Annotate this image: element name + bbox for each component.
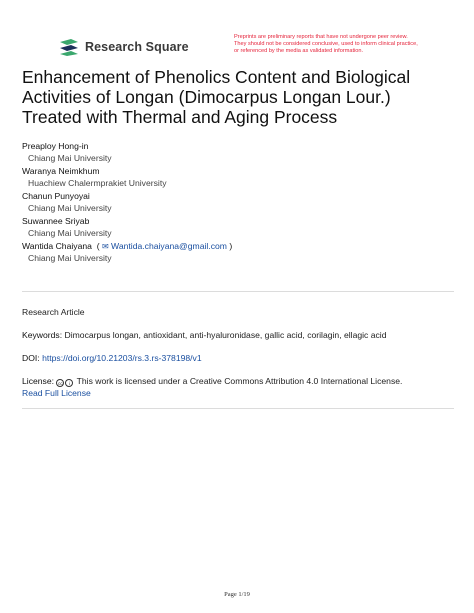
article-title: Enhancement of Phenolics Content and Biological Activities of Longan (Dimocarpus Longan Lour.) Treated with Thermal and Aging Process: [22, 67, 411, 127]
author-item: [22, 241, 454, 264]
doi-line: [22, 353, 454, 365]
paren-open: (: [96, 241, 100, 251]
author-name: Waranya Neimkhum: [22, 166, 100, 176]
keywords-value: Dimocarpus longan, antioxidant, anti-hyaluronidase, gallic acid, corilagin, ellagic acid: [64, 330, 387, 340]
author-affiliation: Chiang Mai University: [28, 227, 112, 238]
author-affiliation: Huachiew Chalermprakiet University: [28, 177, 167, 188]
research-square-logo[interactable]: [58, 38, 189, 56]
author-name: Wantida Chaiyana: [22, 241, 92, 251]
keywords-label: Keywords:: [22, 330, 63, 340]
author-list: [22, 141, 454, 266]
doi-label: DOI:: [22, 353, 40, 363]
author-affiliation: Chiang Mai University: [28, 252, 112, 263]
article-type: Research Article: [22, 307, 85, 317]
preprint-notice: [234, 34, 438, 55]
doi-link[interactable]: https://doi.org/10.21203/rs.3.rs-378198/v1: [42, 353, 202, 363]
envelope-icon: ✉: [101, 242, 109, 251]
cc-icon: cc: [58, 381, 63, 386]
author-email-link[interactable]: Wantida.chaiyana@gmail.com: [111, 241, 227, 251]
notice-line: Preprints are preliminary reports that have not undergone peer review.: [234, 34, 408, 40]
author-affiliation: Chiang Mai University: [28, 202, 112, 213]
logo-text: Research Square: [85, 40, 189, 54]
license-block: [22, 376, 454, 399]
read-full-license-link[interactable]: Read Full License: [22, 387, 91, 398]
license-text: This work is licensed under a Creative Commons Attribution 4.0 International License.: [76, 376, 403, 386]
author-name: Preaploy Hong-in: [22, 141, 89, 151]
section-divider: [22, 291, 454, 292]
author-item: [22, 141, 454, 164]
notice-line: or referenced by the media as validated information.: [234, 48, 364, 54]
author-item: [22, 191, 454, 214]
page-header: [58, 34, 438, 64]
author-item: [22, 216, 454, 239]
cc-by-icon: i: [65, 379, 73, 387]
corresponding-author-line: [22, 241, 454, 253]
author-item: [22, 166, 454, 189]
research-square-logo-icon: [58, 38, 80, 56]
author-name: Chanun Punyoyai: [22, 191, 90, 201]
paren-close: ): [229, 241, 233, 251]
section-divider: [22, 408, 454, 409]
author-affiliation: Chiang Mai University: [28, 152, 112, 163]
page-number: Page 1/19: [224, 591, 250, 598]
author-name: Suwannee Sriyab: [22, 216, 90, 226]
notice-line: They should not be considered conclusive, used to inform clinical practice,: [234, 41, 418, 47]
keywords-line: [22, 330, 454, 342]
license-label: License:: [22, 376, 55, 386]
